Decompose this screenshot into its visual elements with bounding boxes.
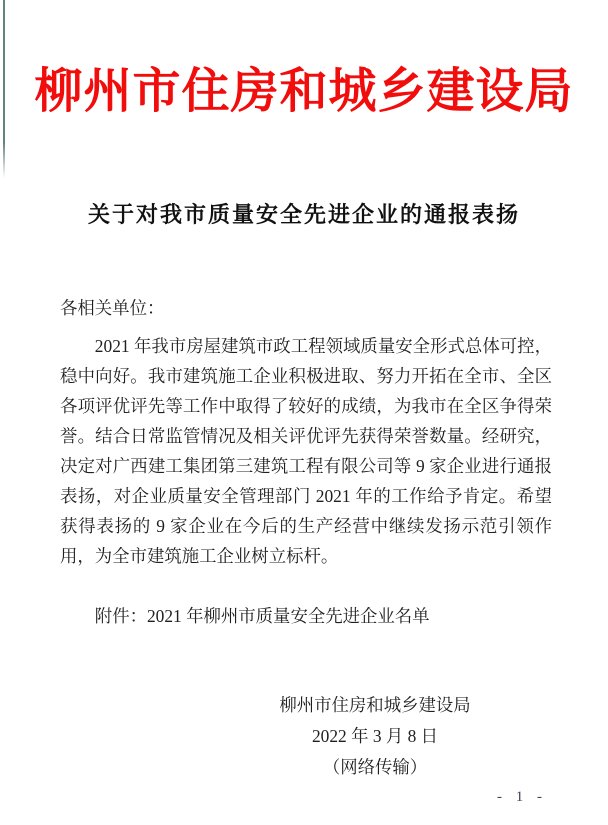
signature-org: 柳州市住房和城乡建设局: [279, 695, 471, 715]
letterhead-title: 柳州市住房和城乡建设局: [34, 65, 574, 118]
attachment-line: 附件：2021 年柳州市质量安全先进企业名单: [94, 606, 430, 626]
body-paragraph: 2021 年我市房屋建筑市政工程领域质量安全形式总体可控，稳中向好。我市建筑施工企业积极进取、努力开拓在全市、全区各项评优评先等工作中取得了较好的成绩，为我市在全区争得荣誉。结合日常监管情况及相关评优评先获得荣誉数量。经研究，决定对广西建工集团第三建筑工程有限公司等 9 家企业进行通报表扬，对企业质量安全管理部门 2021 年的工作给予肯定。希望获得表扬的 9 家企业在今后的生产经营中继续发扬示范引领作用，为全市建筑施工企业树立标杆。: [60, 336, 552, 566]
document-title: 关于对我市质量安全先进企业的通报表扬: [87, 202, 520, 227]
signature-block: [279, 690, 470, 783]
salutation: 各相关单位：: [60, 298, 165, 318]
signature-date: 2022 年 3 月 8 日: [311, 726, 439, 746]
page-number: - 1 -: [497, 789, 547, 805]
signature-delivery-method: （网络传输）: [322, 757, 428, 777]
